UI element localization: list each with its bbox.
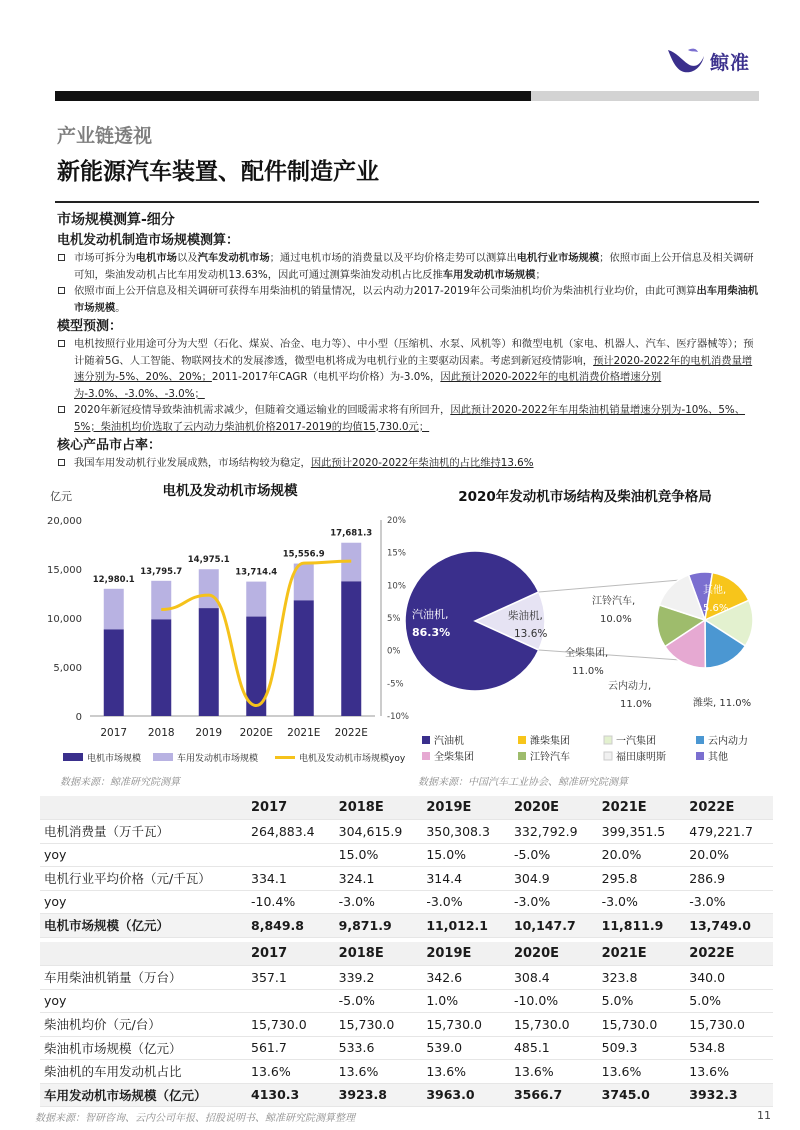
table-cell: -3.0% — [510, 890, 598, 914]
table-cell: -5.0% — [510, 843, 598, 867]
legend-label: 其他 — [708, 752, 728, 763]
table-row — [40, 890, 773, 914]
bullet-paragraph: 我国车用发动机行业发展成熟，市场结构较为稳定，因此预计2020-2022年柴油机的占比维持13.6% — [57, 455, 762, 472]
table-cell: 15.0% — [422, 843, 510, 867]
bar-total-label: 14,975.1 — [187, 555, 230, 566]
x-tick-label: 2020E — [239, 727, 273, 739]
table-cell: 323.8 — [598, 966, 686, 990]
table-cell: 13.6% — [598, 1060, 686, 1084]
table-cell: 13.6% — [510, 1060, 598, 1084]
table-cell: 13.6% — [335, 1060, 423, 1084]
y-tick-label: 15,000 — [47, 565, 82, 576]
sub-pie-label: 云内动力, — [608, 681, 652, 692]
bar-engine — [246, 582, 266, 617]
heading-core: 核心产品市占率： — [57, 438, 162, 453]
legend-label: 福田康明斯 — [616, 752, 666, 763]
legend-label: 电机市场规模 — [87, 754, 142, 764]
sub-pie-label: 11.0% — [620, 699, 652, 710]
bar-motor — [199, 608, 219, 716]
table-cell: 柴油机市场规模（亿元） — [40, 1036, 247, 1060]
table-cell: 342.6 — [422, 966, 510, 990]
table-cell: 11,811.9 — [598, 914, 686, 938]
table-cell: 15.0% — [335, 843, 423, 867]
table-cell: -3.0% — [422, 890, 510, 914]
table-cell: 399,351.5 — [598, 820, 686, 844]
heading-model: 模型预测： — [57, 319, 123, 334]
table-row — [40, 843, 773, 867]
bar-motor — [104, 629, 124, 716]
table-cell: 295.8 — [598, 867, 686, 891]
legend-swatch — [422, 752, 430, 760]
table-cell — [247, 989, 335, 1013]
table-cell: -3.0% — [685, 890, 773, 914]
bar-total-label: 13,714.4 — [235, 567, 278, 578]
table-cell: 5.0% — [685, 989, 773, 1013]
table-cell: 柴油机的车用发动机占比 — [40, 1060, 247, 1084]
table-cell: 20.0% — [598, 843, 686, 867]
table-cell: 15,730.0 — [422, 1013, 510, 1037]
table-cell: 电机行业平均价格（元/千瓦） — [40, 867, 247, 891]
y-tick-label: 10,000 — [47, 614, 82, 625]
legend-swatch — [153, 753, 173, 761]
table-cell: 柴油机均价（元/台） — [40, 1013, 247, 1037]
table-cell: -3.0% — [598, 890, 686, 914]
table-cell: 20.0% — [685, 843, 773, 867]
x-tick-label: 2019 — [195, 727, 223, 739]
y-tick-label: 5,000 — [53, 663, 82, 674]
table-row — [40, 1060, 773, 1084]
table-cell: 5.0% — [598, 989, 686, 1013]
table-cell: 533.6 — [335, 1036, 423, 1060]
legend-label: 电机及发动机市场规模yoy — [299, 754, 406, 764]
table-cell: yoy — [40, 890, 247, 914]
table-row — [40, 1083, 773, 1107]
table-cell: 8,849.8 — [247, 914, 335, 938]
connector-line — [539, 650, 679, 660]
table-cell — [40, 796, 247, 820]
sub-pie-label: 10.0% — [600, 614, 632, 625]
legend-label: 云内动力 — [708, 736, 748, 747]
table-cell: 357.1 — [247, 966, 335, 990]
table-cell: 15,730.0 — [685, 1013, 773, 1037]
table-cell: 2017 — [247, 796, 335, 820]
x-tick-label: 2017 — [100, 727, 128, 739]
sub-pie-label: 11.0% — [572, 666, 604, 677]
table-cell: 561.7 — [247, 1036, 335, 1060]
table-cell: 340.0 — [685, 966, 773, 990]
table-cell: 13.6% — [685, 1060, 773, 1084]
bar-total-label: 15,556.9 — [282, 549, 325, 560]
table-cell: 339.2 — [335, 966, 423, 990]
chart-source: 数据来源：鲸准研究院测算 — [60, 777, 180, 788]
legend-label: 江铃汽车 — [530, 752, 570, 763]
bar-engine — [104, 589, 124, 629]
table-cell: yoy — [40, 989, 247, 1013]
footer-source: 数据来源：智研咨询、云内公司年报、招股说明书、鲸准研究院测算整理 — [35, 1113, 355, 1124]
engine-structure-chart — [400, 478, 770, 768]
legend-swatch — [696, 736, 704, 744]
bar-engine — [151, 581, 171, 619]
legend-swatch — [518, 752, 526, 760]
section-label: 产业链透视 — [57, 125, 153, 147]
table-cell: 2020E — [510, 942, 598, 966]
market-size-chart — [45, 478, 409, 768]
engine-market-table — [40, 942, 773, 1107]
legend-swatch — [422, 736, 430, 744]
title-divider — [55, 201, 759, 203]
table-cell — [40, 942, 247, 966]
legend-label: 汽油机 — [434, 736, 464, 747]
table-cell: 264,883.4 — [247, 820, 335, 844]
legend-swatch — [275, 756, 295, 759]
y-tick-label: 0 — [75, 712, 82, 723]
table-cell: -5.0% — [335, 989, 423, 1013]
table-cell: 2022E — [685, 942, 773, 966]
sub-pie-label: 全柴集团, — [565, 648, 609, 659]
table-cell: 539.0 — [422, 1036, 510, 1060]
heading-market-size: 市场规模测算-细分 — [57, 212, 175, 228]
table-cell: 9,871.9 — [335, 914, 423, 938]
bar-motor — [294, 600, 314, 716]
table-cell: 3923.8 — [335, 1083, 423, 1107]
table-cell: 3932.3 — [685, 1083, 773, 1107]
table-cell: 2017 — [247, 942, 335, 966]
table-cell: -10.4% — [247, 890, 335, 914]
brand-logo — [666, 44, 766, 76]
connector-line — [539, 580, 679, 592]
table-cell: 13.6% — [422, 1060, 510, 1084]
body-text — [57, 210, 762, 472]
y2-tick-label: 5% — [387, 614, 401, 624]
bar-motor — [151, 619, 171, 716]
table-cell: 479,221.7 — [685, 820, 773, 844]
x-tick-label: 2022E — [334, 727, 368, 739]
legend-swatch — [604, 752, 612, 760]
table-cell: 2021E — [598, 942, 686, 966]
bar-total-label: 13,795.7 — [140, 566, 183, 577]
legend-swatch — [63, 753, 83, 761]
table-cell: 314.4 — [422, 867, 510, 891]
table-cell: 485.1 — [510, 1036, 598, 1060]
table-cell: 3566.7 — [510, 1083, 598, 1107]
table-cell: 3963.0 — [422, 1083, 510, 1107]
whale-icon — [666, 44, 706, 74]
y2-tick-label: 20% — [387, 516, 406, 526]
bullet-paragraph: 依照市面上公开信息及相关调研可获得车用柴油机的销量情况，以云内动力2017-2019年公司柴油机均价为柴油机行业均价，由此可测算出车用柴油机市场规模。 — [57, 283, 762, 316]
sub-pie-label: 5.6% — [703, 603, 729, 614]
table-cell: 2018E — [335, 796, 423, 820]
table-cell: 286.9 — [685, 867, 773, 891]
legend-swatch — [696, 752, 704, 760]
table-cell: 2021E — [598, 796, 686, 820]
table-cell: -10.0% — [510, 989, 598, 1013]
header-bar — [55, 91, 759, 101]
bullet-paragraph: 电机按照行业用途可分为大型（石化、煤炭、冶金、电力等）、中小型（压缩机、水泵、风机等）和微型电机（家电、机器人、汽车、医疗器械等）；预计随着5G、人工智能、物联网技术的发展渗透，微型电机将成为电机行业的主要驱动因素。考虑到新冠疫情影响，预计2020-2022年的电机消费量增速分别为-5%、20%、20%；2011-2017年CAGR（电机平均价格）为-3.0%，因此预计2020-2022年的电机消费价格增速分别为-3.0%、-3.0%、-3.0%； — [57, 336, 762, 402]
y2-tick-label: 10% — [387, 581, 406, 592]
table-cell: 308.4 — [510, 966, 598, 990]
table-cell: 2022E — [685, 796, 773, 820]
table-cell: 车用柴油机销量（万台） — [40, 966, 247, 990]
table-cell: 10,147.7 — [510, 914, 598, 938]
heading-motor-engine: 电机发动机制造市场规模测算： — [57, 233, 240, 248]
table-cell: 11,012.1 — [422, 914, 510, 938]
table-cell: yoy — [40, 843, 247, 867]
page-title: 新能源汽车装置、配件制造产业 — [57, 159, 379, 185]
legend-swatch — [604, 736, 612, 744]
table-row — [40, 867, 773, 891]
sub-pie-label: 江铃汽车, — [592, 596, 636, 607]
table-cell: 电机消费量（万千瓦） — [40, 820, 247, 844]
table-cell: 2020E — [510, 796, 598, 820]
pie-label: 汽油机, — [412, 608, 449, 621]
bullet-paragraph: 市场可拆分为电机市场以及汽车发动机市场；通过电机市场的消费量以及平均价格走势可以测算出电机行业市场规模；依照市面上公开信息及相关调研可知，柴油发动机占比车用发动机13.63%，因此可通过测算柴油发动机占比反推车用发动机市场规模； — [57, 250, 762, 283]
table-cell: 1.0% — [422, 989, 510, 1013]
table-row — [40, 914, 773, 938]
table-cell: 2019E — [422, 796, 510, 820]
table-row — [40, 1013, 773, 1037]
table-cell: 车用发动机市场规模（亿元） — [40, 1083, 247, 1107]
table-cell: 304.9 — [510, 867, 598, 891]
table-cell: 4130.3 — [247, 1083, 335, 1107]
table-cell: 2019E — [422, 942, 510, 966]
table-cell: 15,730.0 — [598, 1013, 686, 1037]
legend-label: 潍柴集团 — [530, 736, 570, 747]
table-cell: 334.1 — [247, 867, 335, 891]
table-row — [40, 989, 773, 1013]
table-cell: -3.0% — [335, 890, 423, 914]
table-cell: 15,730.0 — [247, 1013, 335, 1037]
table-cell: 13,749.0 — [685, 914, 773, 938]
table-cell: 332,792.9 — [510, 820, 598, 844]
brand-name: 鲸准 — [710, 52, 751, 74]
y2-tick-label: -5% — [387, 679, 404, 690]
table-cell: 509.3 — [598, 1036, 686, 1060]
y2-tick-label: 0% — [387, 646, 401, 657]
sub-pie-label: 潍柴, 11.0% — [693, 698, 752, 709]
y2-tick-label: -10% — [387, 712, 409, 722]
table-cell: 304,615.9 — [335, 820, 423, 844]
table-cell: 534.8 — [685, 1036, 773, 1060]
legend-swatch — [518, 736, 526, 744]
table-cell: 350,308.3 — [422, 820, 510, 844]
bar-total-label: 12,980.1 — [92, 574, 135, 585]
y-tick-label: 20,000 — [47, 516, 82, 527]
x-tick-label: 2021E — [287, 727, 321, 739]
table-row — [40, 1036, 773, 1060]
pie-label: 柴油机, — [508, 610, 543, 622]
chart-source: 数据来源：中国汽车工业协会、鲸准研究院测算 — [418, 777, 628, 788]
chart-title: 2020年发动机市场结构及柴油机竞争格局 — [458, 489, 712, 505]
bar-total-label: 17,681.3 — [330, 528, 373, 539]
y2-tick-label: 15% — [387, 548, 406, 559]
page-number: 11 — [757, 1109, 771, 1122]
table-cell: 15,730.0 — [335, 1013, 423, 1037]
motor-market-table — [40, 796, 773, 938]
legend-label: 全柴集团 — [434, 752, 474, 763]
chart-title: 电机及发动机市场规模 — [162, 483, 298, 499]
legend-label: 一汽集团 — [616, 736, 656, 747]
y-axis-label: 亿元 — [50, 490, 72, 503]
table-cell: 电机市场规模（亿元） — [40, 914, 247, 938]
bar-engine — [199, 569, 219, 608]
table-cell: 13.6% — [247, 1060, 335, 1084]
table-cell — [247, 843, 335, 867]
pie-label: 86.3% — [412, 626, 451, 639]
legend-label: 车用发动机市场规模 — [177, 754, 259, 764]
bullet-paragraph: 2020年新冠疫情导致柴油机需求减少，但随着交通运输业的回暖需求将有所回升，因此预计2020-2022年车用柴油机销量增速分别为-10%、5%、5%；柴油机均价选取了云内动力柴油机价格2017-2019的均值15,730.0元； — [57, 402, 762, 435]
table-cell: 15,730.0 — [510, 1013, 598, 1037]
table-row — [40, 966, 773, 990]
table-row — [40, 820, 773, 844]
sub-pie-label: 其他, — [703, 585, 727, 596]
pie-label: 13.6% — [514, 628, 548, 640]
table-cell: 3745.0 — [598, 1083, 686, 1107]
table-cell: 2018E — [335, 942, 423, 966]
table-header — [40, 796, 773, 820]
table-header — [40, 942, 773, 966]
x-tick-label: 2018 — [147, 727, 175, 739]
bar-motor — [341, 581, 361, 716]
table-cell: 324.1 — [335, 867, 423, 891]
